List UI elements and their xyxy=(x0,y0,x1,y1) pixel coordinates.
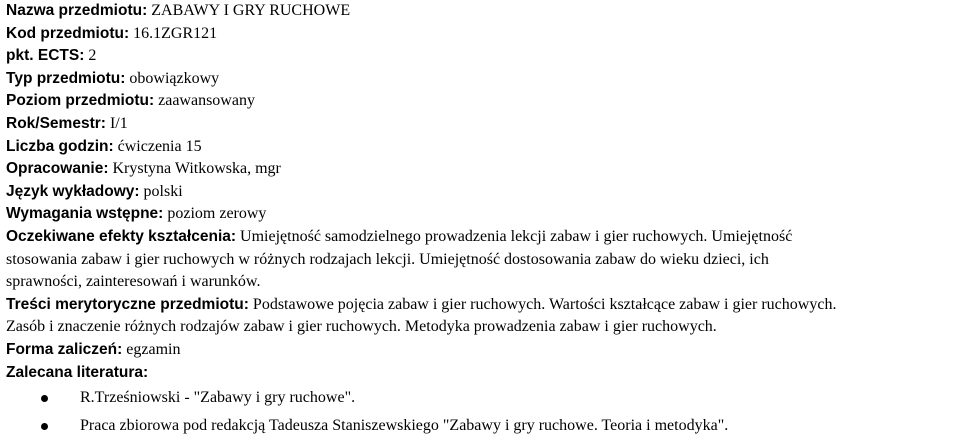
field-forma-zaliczen xyxy=(6,339,959,362)
section-zalecana-literatura xyxy=(6,362,959,385)
field-value: polski xyxy=(143,182,183,200)
section-efekty-ksztalcenia xyxy=(6,226,959,294)
field-liczba-godzin xyxy=(6,136,959,159)
section-text-line: Umiejętność samodzielnego prowadzenia lekcji zabaw i gier ruchowych. Umiejętność xyxy=(240,227,793,245)
field-label: Język wykładowy: xyxy=(6,182,140,200)
literature-list xyxy=(6,384,959,440)
field-nazwa-przedmiotu xyxy=(6,0,959,23)
field-label: pkt. ECTS: xyxy=(6,47,85,65)
field-label: Wymagania wstępne: xyxy=(6,205,164,223)
field-typ-przedmiotu xyxy=(6,68,959,91)
field-label: Typ przedmiotu: xyxy=(6,69,126,87)
field-value: ZABAWY I GRY RUCHOWE xyxy=(151,2,351,19)
field-opracowanie xyxy=(6,158,959,181)
field-pkt-ects xyxy=(6,45,959,68)
field-value: 2 xyxy=(88,47,97,65)
field-value: obowiązkowy xyxy=(129,69,220,87)
section-text-line: Podstawowe pojęcia zabaw i gier ruchowych. Wartości kształcące zabaw i gier ruchowych. xyxy=(252,295,837,313)
section-text-line: sprawności, zainteresowań i warunków. xyxy=(6,273,261,291)
field-label: Liczba godzin: xyxy=(6,137,114,155)
field-label: Kod przedmiotu: xyxy=(6,24,130,42)
field-wymagania-wstepne xyxy=(6,203,959,226)
field-kod-przedmiotu xyxy=(6,23,959,46)
section-tresci-merytoryczne xyxy=(6,294,959,339)
section-text-line: stosowania zabaw i gier ruchowych w różnych rodzajach lekcji. Umiejętność dostosowania zabaw do wieku dzieci, ich xyxy=(6,250,769,268)
field-value: Krystyna Witkowska, mgr xyxy=(112,160,281,178)
field-label: Opracowanie: xyxy=(6,160,109,178)
field-value: ćwiczenia 15 xyxy=(117,137,202,155)
field-value: poziom zerowy xyxy=(167,205,267,223)
section-label: Treści merytoryczne przedmiotu: xyxy=(6,295,249,313)
field-value: I/1 xyxy=(109,114,128,132)
field-label: Forma zaliczeń: xyxy=(6,340,123,358)
literature-item-text: R.Trześniowski - "Zabawy i gry ruchowe". xyxy=(80,389,356,407)
field-poziom-przedmiotu xyxy=(6,90,959,113)
field-value: zaawansowany xyxy=(158,92,255,110)
section-text-line: Zasób i znaczenie różnych rodzajów zabaw i gier ruchowych. Metodyka prowadzenia zabaw i gier ruchowych. xyxy=(6,318,717,336)
field-value: 16.1ZGR121 xyxy=(133,24,218,42)
field-value: egzamin xyxy=(126,340,181,358)
list-item xyxy=(6,384,959,412)
bullet-icon xyxy=(41,423,48,430)
bullet-icon xyxy=(41,395,48,402)
section-label: Oczekiwane efekty kształcenia: xyxy=(6,227,237,245)
field-jezyk-wykladowy xyxy=(6,181,959,204)
field-label: Poziom przedmiotu: xyxy=(6,92,155,110)
list-item xyxy=(6,412,959,440)
section-label: Zalecana literatura: xyxy=(6,363,149,381)
literature-item-text: Praca zbiorowa pod redakcją Tadeusza Staniszewskiego "Zabawy i gry ruchowe. Teoria i metodyka". xyxy=(80,417,729,435)
field-label: Rok/Semestr: xyxy=(6,114,106,132)
field-label: Nazwa przedmiotu: xyxy=(6,2,148,19)
field-rok-semestr xyxy=(6,113,959,136)
